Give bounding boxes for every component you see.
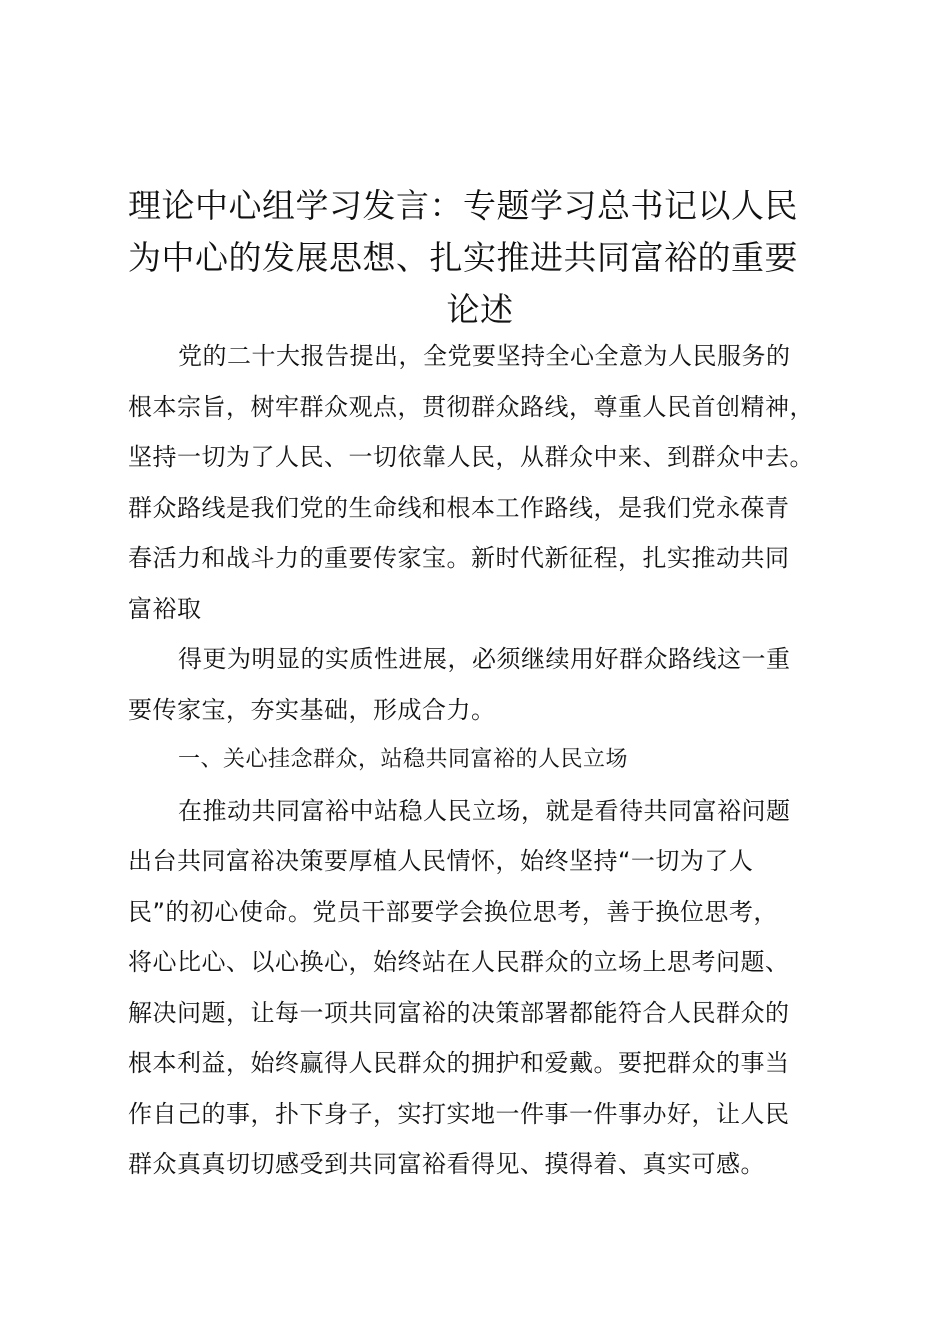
- text-line: 得更为明显的实质性进展，必须继续用好群众路线这一重: [178, 645, 791, 673]
- text-line: 根本宗旨，树牢群众观点，贯彻群众路线，尊重人民首创精神，: [128, 392, 814, 421]
- text-line: 作自己的事，扑下身子，实打实地一件事一件事办好，让人民: [128, 1099, 790, 1128]
- paragraph-2: [128, 634, 832, 735]
- text-line: 富裕取: [128, 594, 202, 623]
- text-line: 解决问题，让每一项共同富裕的决策部署都能符合人民群众的: [128, 998, 790, 1027]
- title-line: 论述: [446, 290, 514, 329]
- text-line: 根本利益，始终赢得人民群众的拥护和爱戴。要把群众的事当: [128, 1049, 790, 1077]
- text-line: 出台共同富裕决策要厚植人民情怀，始终坚持“一切为了人: [128, 847, 754, 875]
- document-title: [128, 180, 832, 336]
- paragraph-1: [128, 331, 832, 634]
- title-line: 理论中心组学习发言：专题学习总书记以人民: [128, 186, 798, 225]
- text-line: 党的二十大报告提出，全党要坚持全心全意为人民服务的: [178, 342, 791, 370]
- text-line: 在推动共同富裕中站稳人民立场，就是看待共同富裕问题: [178, 796, 791, 825]
- document-body: [128, 331, 832, 1190]
- text-line: 坚持一切为了人民、一切依靠人民，从群众中来、到群众中去。: [128, 443, 814, 471]
- title-line: 为中心的发展思想、扎实推进共同富裕的重要: [128, 238, 798, 277]
- text-line: 要传家宝，夯实基础，形成合力。: [128, 695, 496, 724]
- paragraph-3: [128, 786, 832, 1190]
- text-line: 将心比心、以心换心，始终站在人民群众的立场上思考问题、: [128, 948, 790, 976]
- text-line: 群众路线是我们党的生命线和根本工作路线，是我们党永葆青: [128, 493, 790, 522]
- text-line: 群众真真切切感受到共同富裕看得见、摸得着、真实可感。: [128, 1150, 765, 1178]
- section-heading: [128, 735, 832, 786]
- text-line: 民”的初心使命。党员干部要学会换位思考，善于换位思考，: [128, 897, 778, 926]
- text-line: 春活力和战斗力的重要传家宝。新时代新征程，扎实推动共同: [128, 544, 790, 572]
- section-heading-text: 一、关心挂念群众，站稳共同富裕的人民立场: [178, 747, 629, 772]
